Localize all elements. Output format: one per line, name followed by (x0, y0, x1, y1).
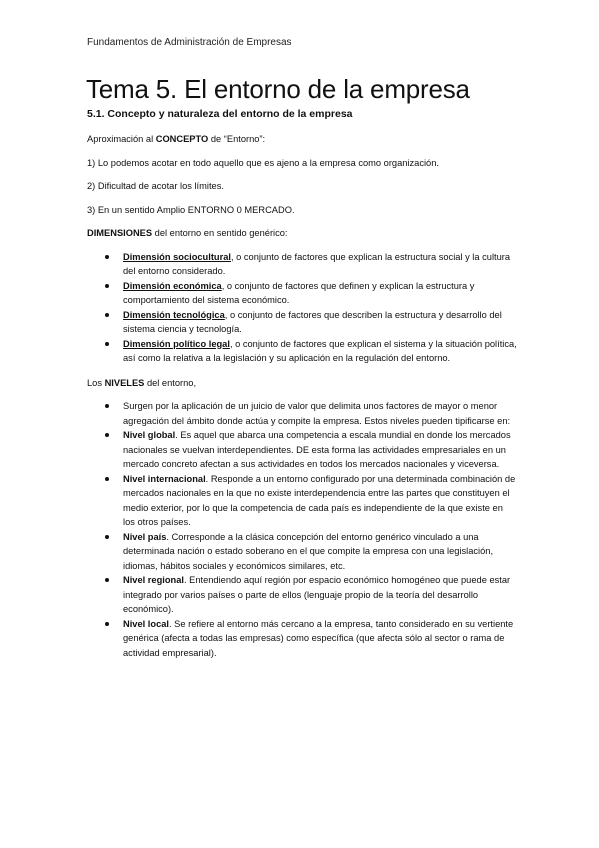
dimension-term: Dimensión sociocultural (123, 251, 231, 262)
nivel-text: . Entendiendo aquí región por espacio económico homogéneo que puede estar integrado por varios países o parte de ellos (lenguaje propio de la teoría del desarrollo económico). (123, 575, 511, 614)
niveles-keyword: NIVELES (104, 377, 145, 388)
concept-keyword: CONCEPTO (155, 134, 209, 144)
list-item (87, 279, 517, 308)
list-item (87, 337, 517, 366)
list-item (87, 530, 517, 574)
bullet-icon (105, 284, 109, 288)
bullet-icon (105, 578, 109, 582)
bullet-icon (105, 404, 109, 408)
niveles-intro-text: Los (87, 377, 105, 388)
nivel-term: Nivel internacional (123, 473, 206, 484)
dimension-text: , o conjunto de factores que describen la estructura y desarrollo del sistema ciencia y tecnología. (123, 309, 502, 334)
nivel-text: . Responde a un entorno configurado por una determinada combinación de mercados nacionales en la que no existe interdependencia entre las partes que constituyen el medio exterior, por lo que la competencia de cada país es independiente de la que existe en los otros países. (123, 473, 516, 527)
point-2: 2) Dificultad de acotar los límites. (87, 181, 224, 191)
bullet-icon (105, 622, 109, 626)
dimension-term: Dimensión económica (123, 280, 222, 291)
concept-intro-tail: de “Entorno”: (208, 134, 266, 144)
concept-intro (87, 132, 517, 147)
bullet-icon (105, 313, 109, 317)
bullet-icon (105, 255, 109, 259)
nivel-term: Nivel local (123, 618, 169, 629)
list-item (87, 250, 517, 279)
section-heading: 5.1. Concepto y naturaleza del entorno de la empresa (87, 108, 353, 120)
bullet-icon (105, 477, 109, 481)
point-3: 3) En un sentido Amplio ENTORNO 0 MERCADO. (87, 204, 295, 215)
list-item (87, 428, 517, 472)
point-1: 1) Lo podemos acotar en todo aquello que es ajeno a la empresa como organización. (87, 157, 439, 168)
nivel-text: . Corresponde a la clásica concepción del entorno genérico vinculado a una determinada nación o estado soberano en el que compite la empresa con una legislación, idiomas, hábitos sociales y económicos similares, etc. (123, 531, 494, 571)
niveles-intro-tail: del entorno, (144, 377, 197, 388)
dimensiones-keyword: DIMENSIONES (87, 228, 153, 238)
page-title: Tema 5. El entorno de la empresa (86, 74, 470, 104)
niveles-list (87, 399, 517, 660)
dimension-text: , o conjunto de factores que explican la estructura social y la cultura del entorno considerado. (123, 251, 511, 276)
dimension-text: , o conjunto de factores que definen y explican la estructura y comportamiento del sistema económico. (123, 280, 475, 305)
concept-intro-text: Aproximación al (87, 134, 156, 144)
document-body (87, 132, 517, 670)
nivel-text: . Se refiere al entorno más cercano a la empresa, tanto considerado en su vertiente genérica (afecta a todas las empresas) como específica (que afecta sólo al sector o rama de actividad empresarial). (123, 618, 514, 658)
list-item (87, 617, 517, 661)
nivel-text: . Es aquel que abarca una competencia a escala mundial en donde los mercados nacionales se vuelvan interdependientes. DE esta forma las actividades empresariales en un mercado concreto afectan a sus actividades en todos los mercados nacionales y viceversa. (123, 430, 511, 469)
nivel-term: Nivel regional (123, 575, 184, 585)
list-item (87, 472, 517, 530)
bullet-icon (105, 535, 109, 539)
nivel-term: Nivel global (123, 430, 176, 440)
bullet-icon (105, 433, 109, 437)
dimensiones-intro-text: del entorno en sentido genérico: (152, 228, 288, 238)
bullet-icon (105, 342, 109, 346)
page-header: Fundamentos de Administración de Empresas (87, 37, 292, 48)
dimensiones-list (87, 250, 517, 366)
niveles-intro (87, 376, 517, 391)
list-item (87, 399, 517, 428)
dimension-term: Dimensión tecnológica (123, 309, 225, 320)
nivel-term: Nivel país (123, 531, 167, 542)
dimensiones-intro (87, 226, 517, 241)
dimension-text: , o conjunto de factores que explican el sistema y la situación política, así como la relativa a la legislación y su aplicación en la regulación del entorno. (123, 338, 517, 363)
dimension-term: Dimensión político legal (123, 338, 230, 349)
nivel-text: Surgen por la aplicación de un juicio de valor que delimita unos factores de mayor o menor agregación del ámbito donde actúa y compite la empresa. Estos niveles pueden tipificarse en: (123, 401, 511, 426)
list-item (87, 573, 517, 617)
list-item (87, 308, 517, 337)
